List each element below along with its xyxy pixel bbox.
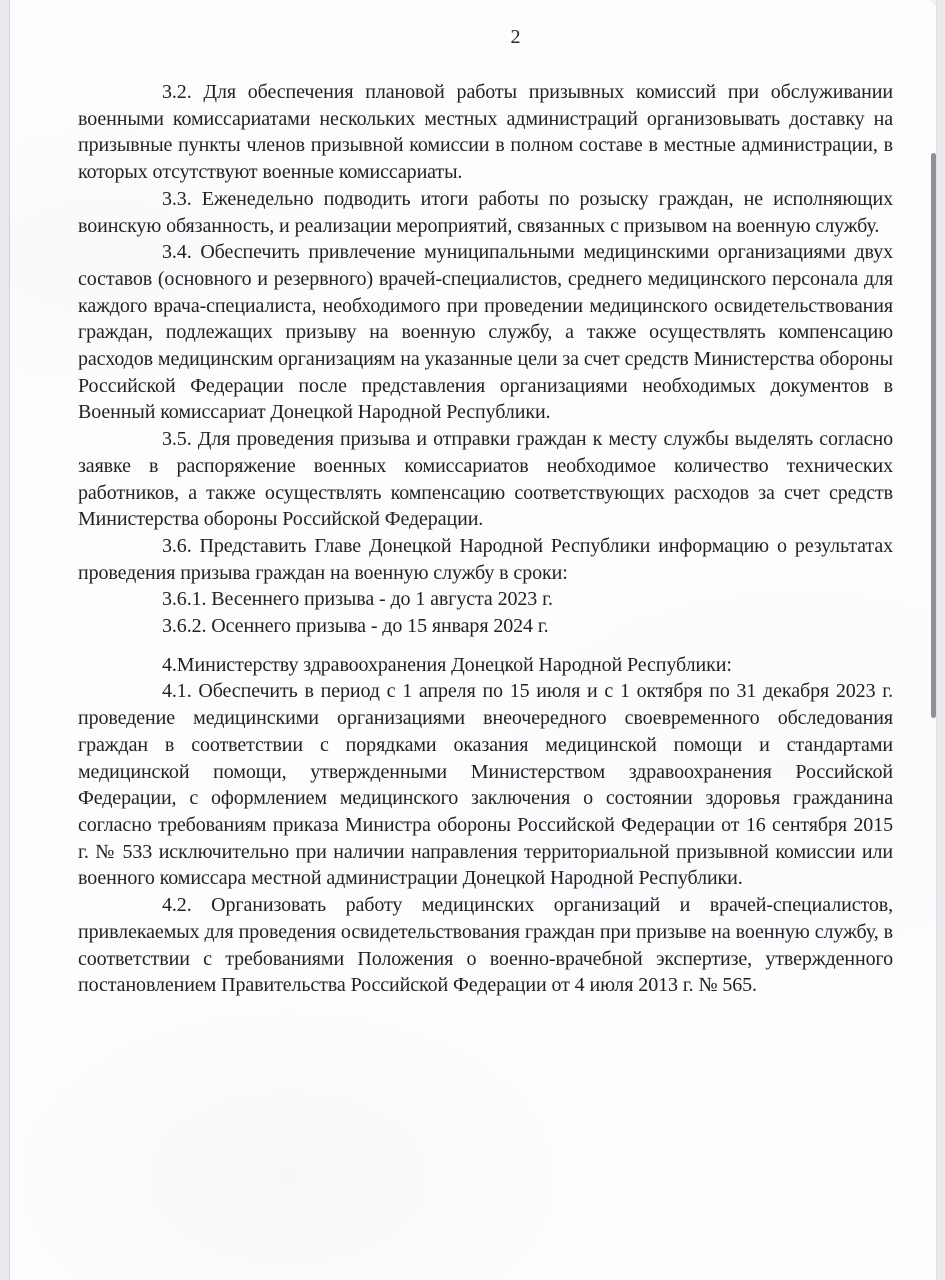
document-body [10,79,937,999]
paragraph-4-1: 4.1. Обеспечить в период с 1 апреля по 15 июля и с 1 октября по 31 декабря 2023 г. проведение медицинскими организациями внеочередного своевременного обследования граждан в соответствии с порядками оказания медицинской помощи и стандартами медицинской помощи, утвержденными Министерством здравоохранения Российской Федерации, с оформлением медицинского заключения о состоянии здоровья гражданина согласно требованиям приказа Министра обороны Российской Федерации от 16 сентября 2015 г. № 533 исключительно при наличии направления территориальной призывной комиссии или военного комиссара местной администрации Донецкой Народной Республики. [78,680,893,890]
paragraph-3-3: 3.3. Еженедельно подводить итоги работы по розыску граждан, не исполняющих воинскую обязанность, и реализации мероприятий, связанных с призывом на военную службу. [78,187,893,237]
paragraph-3-4: 3.4. Обеспечить привлечение муниципальными медицинскими организациями двух составов (основного и резервного) врачей-специалистов, среднего медицинского персонала для каждого врача-специалиста, необходимого при проведении медицинского освидетельствования граждан, подлежащих призыву на военную службу, а также осуществлять компенсацию расходов медицинским организациям на указанные цели за счет средств Министерства обороны Российской Федерации после представления организациями необходимых документов в Военный комиссариат Донецкой Народной Республики. [78,241,893,424]
paragraph-3-6-2: 3.6.2. Осеннего призыва - до 15 января 2024 г. [162,615,549,638]
paragraph-3-6: 3.6. Представить Главе Донецкой Народной Республики информацию о результатах проведения призыва граждан на военную службу в сроки: [78,534,893,584]
paragraph-3-2: 3.2. Для обеспечения плановой работы призывных комиссий при обслуживании военными комиссариатами нескольких местных администраций организовывать доставку на призывные пункты членов призывной комиссии в полном составе в местные администрации, в которых отсутствуют военные комиссариаты. [78,81,893,184]
paragraph-3-5: 3.5. Для проведения призыва и отправки граждан к месту службы выделять согласно заявке в распоряжение военных комиссариатов необходимое количество технических работников, а также осуществлять компенсацию соответствующих расходов за счет средств Министерства обороны Российской Федерации. [78,428,893,531]
right-gutter [936,0,945,1280]
document-page [10,0,937,1280]
page-number: 2 [510,26,521,48]
scrollbar-thumb[interactable] [931,153,936,718]
left-gutter [0,0,10,1280]
paragraph-3-6-1: 3.6.1. Весеннего призыва - до 1 августа 2023 г. [162,588,553,611]
paragraph-4: 4.Министерству здравоохранения Донецкой Народной Республики: [162,653,732,676]
paragraph-4-2: 4.2. Организовать работу медицинских организаций и врачей-специалистов, привлекаемых для проведения освидетельствования граждан при призыве на военную службу, в соответствии с требованиями Положения о военно-врачебной экспертизе, утвержденного постановлением Правительства Российской Федерации от 4 июля 2013 г. № 565. [78,894,893,997]
